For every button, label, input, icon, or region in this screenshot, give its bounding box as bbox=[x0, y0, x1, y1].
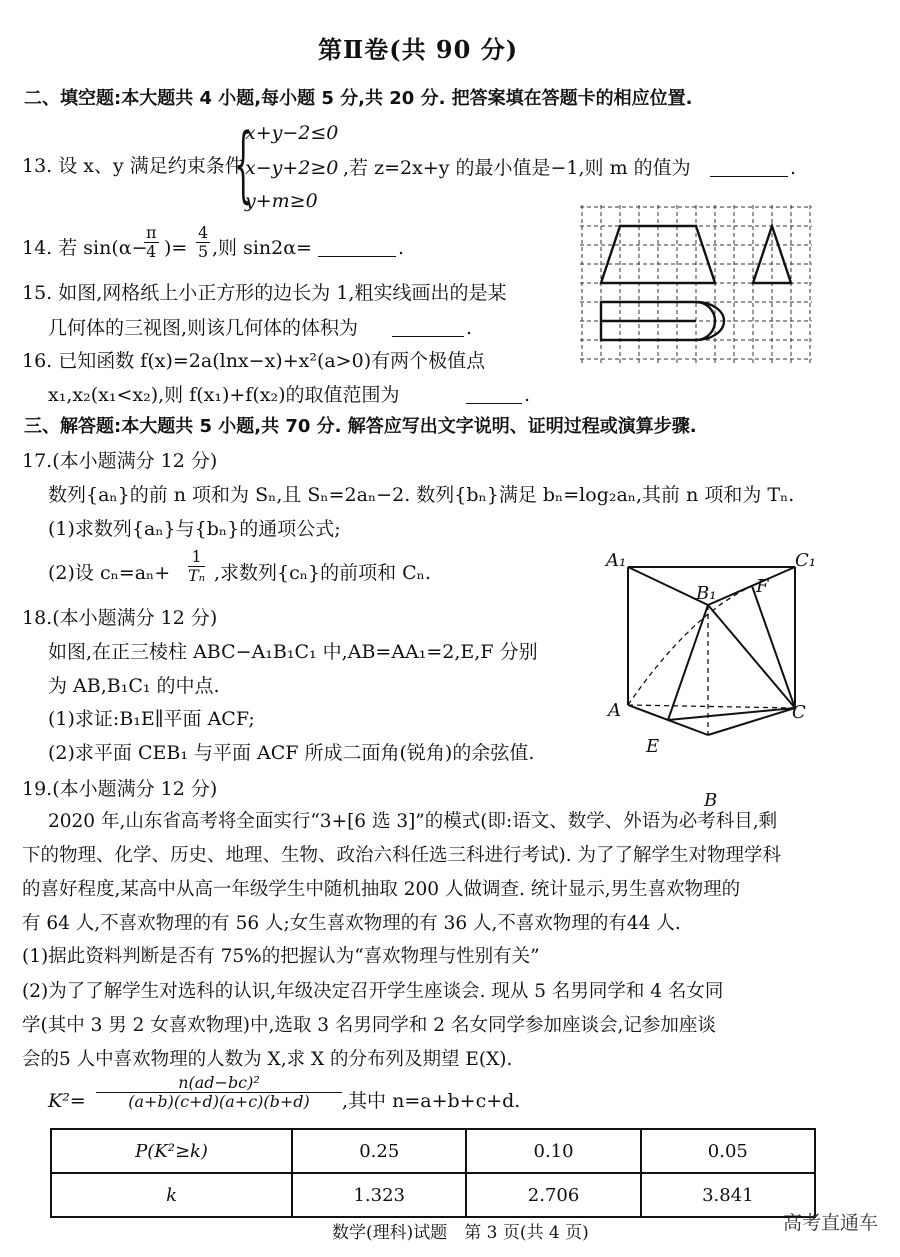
three-view-figure bbox=[580, 205, 816, 373]
q13-constraint-3: y+m≥0 bbox=[245, 190, 318, 212]
label-a: A bbox=[608, 700, 621, 721]
table-cell: 0.10 bbox=[466, 1129, 640, 1173]
q16-tail: . bbox=[524, 384, 531, 406]
q14-mid: )= bbox=[164, 237, 188, 259]
k2-denominator: (a+b)(c+d)(a+c)(b+d) bbox=[128, 1092, 310, 1111]
q17-line3a: (2)设 cₙ=aₙ+ bbox=[48, 562, 171, 584]
q13-question: ,若 z=2x+y 的最小值是−1,则 m 的值为 bbox=[343, 157, 691, 179]
q19-line6: (2)为了了解学生对选科的认识,年级决定召开学生座谈会. 现从 5 名男同学和 4 名女同 bbox=[22, 981, 724, 1002]
q19-line1: 2020 年,山东省高考将全面实行“3+[6 选 3]”的模式(即:语文、数学、外语为必考科目,剩 bbox=[48, 811, 778, 832]
q15-tail: . bbox=[466, 317, 473, 339]
table-cell: 0.05 bbox=[641, 1129, 815, 1173]
table-cell: 0.25 bbox=[292, 1129, 466, 1173]
q18-head: 18.(本小题满分 12 分) bbox=[22, 607, 218, 629]
q15-line2: 几何体的三视图,则该几何体的体积为 bbox=[48, 317, 359, 339]
watermark: 高考直通车 bbox=[782, 1212, 878, 1234]
q16-line2: x₁,x₂(x₁<x₂),则 f(x₁)+f(x₂)的取值范围为 bbox=[48, 384, 400, 406]
hidden-segment-af bbox=[628, 586, 752, 705]
q19-line7: 学(其中 3 男 2 女喜欢物理)中,选取 3 名男同学和 2 名女同学参加座谈会,记参加座谈 bbox=[22, 1015, 716, 1036]
segment-fc bbox=[752, 586, 795, 708]
q18-line3: (1)求证:B₁E∥平面 ACF; bbox=[48, 708, 255, 730]
q19-line2: 下的物理、化学、历史、地理、生物、政治六科任选三科进行考试). 为了了解学生对物理学科 bbox=[22, 845, 781, 866]
q14-fraction-45 bbox=[196, 224, 210, 261]
k2-tail: ,其中 n=a+b+c+d. bbox=[342, 1090, 521, 1112]
q14-end: ,则 sin2α= bbox=[212, 237, 312, 259]
k2-fraction bbox=[96, 1074, 342, 1111]
label-b1: B₁ bbox=[696, 583, 717, 604]
label-c: C bbox=[792, 702, 806, 723]
q17-fraction bbox=[188, 548, 205, 585]
q17-numerator: 1 bbox=[188, 548, 205, 567]
q19-line3: 的喜好程度,某高中从高一年级学生中随机抽取 200 人做调查. 统计显示,男生喜欢物理的 bbox=[22, 879, 741, 900]
table-cell: k bbox=[51, 1173, 292, 1217]
label-f: F bbox=[756, 576, 769, 597]
q14-fraction-pi4 bbox=[144, 224, 159, 261]
q13-answer-blank bbox=[710, 176, 788, 177]
section-title: 第Ⅱ卷(共 90 分) bbox=[318, 35, 519, 64]
q14-four: 4 bbox=[146, 242, 157, 261]
segment-b1c bbox=[708, 605, 795, 708]
label-a1: A₁ bbox=[606, 550, 627, 571]
q17-line2: (1)求数列{aₙ}与{bₙ}的通项公式; bbox=[48, 518, 341, 540]
q14-numerator: 4 bbox=[198, 223, 209, 242]
k2-numerator: n(ad−bc)² bbox=[96, 1074, 342, 1093]
table-cell: 1.323 bbox=[292, 1173, 466, 1217]
q16-line1: 16. 已知函数 f(x)=2a(lnx−x)+x²(a>0)有两个极值点 bbox=[22, 350, 486, 372]
q17-head: 17.(本小题满分 12 分) bbox=[22, 450, 218, 472]
table-row bbox=[51, 1129, 815, 1173]
table-cell: 2.706 bbox=[466, 1173, 640, 1217]
q17-line3b: ,求数列{cₙ}的前项和 Cₙ. bbox=[214, 562, 431, 584]
q18-line1: 如图,在正三棱柱 ABC−A₁B₁C₁ 中,AB=AA₁=2,E,F 分别 bbox=[48, 641, 538, 663]
q15-line1: 15. 如图,网格纸上小正方形的边长为 1,粗实线画出的是某 bbox=[22, 282, 507, 304]
q13-constraint-2: x−y+2≥0 bbox=[245, 157, 339, 179]
part2-header: 二、填空题:本大题共 4 小题,每小题 5 分,共 20 分. 把答案填在答题卡的相应位置. bbox=[24, 88, 693, 109]
critical-value-table bbox=[50, 1128, 816, 1218]
q19-line4: 有 64 人,不喜欢物理的有 56 人;女生喜欢物理的有 36 人,不喜欢物理的有44 人. bbox=[22, 913, 681, 934]
q13-end: . bbox=[790, 157, 797, 179]
page-footer: 数学(理科)试题 第 3 页(共 4 页) bbox=[332, 1223, 589, 1243]
part3-header: 三、解答题:本大题共 5 小题,共 70 分. 解答应写出文字说明、证明过程或演算步骤. bbox=[24, 416, 697, 437]
table-row bbox=[51, 1173, 815, 1217]
hidden-edge-ac bbox=[628, 705, 795, 708]
q14-answer-blank bbox=[318, 256, 396, 257]
q16-answer-blank bbox=[466, 403, 522, 404]
label-c1: C₁ bbox=[795, 550, 816, 571]
brace-glyph: { bbox=[234, 117, 253, 212]
q19-line8: 会的5 人中喜欢物理的人数为 X,求 X 的分布列及期望 E(X). bbox=[22, 1049, 513, 1070]
q15-answer-blank bbox=[392, 336, 464, 337]
q17-denominator: Tₙ bbox=[188, 566, 206, 585]
q19-line5: (1)据此资料判断是否有 75%的把握认为“喜欢物理与性别有关” bbox=[22, 946, 540, 967]
q19-head: 19.(本小题满分 12 分) bbox=[22, 778, 218, 800]
q13-prefix: 13. 设 x、y 满足约束条件 bbox=[22, 155, 244, 177]
q13-constraint-1: x+y−2≤0 bbox=[245, 122, 339, 144]
q14-pi: π bbox=[146, 223, 157, 242]
q18-line2: 为 AB,B₁C₁ 的中点. bbox=[48, 675, 220, 697]
table-cell: P(K²≥k) bbox=[51, 1129, 292, 1173]
segment-b1e bbox=[668, 605, 708, 720]
label-b: B bbox=[704, 790, 718, 811]
q17-line1: 数列{aₙ}的前 n 项和为 Sₙ,且 Sₙ=2aₙ−2. 数列{bₙ}满足 bₙ=log₂aₙ,其前 n 项和为 Tₙ. bbox=[48, 484, 795, 506]
q18-line4: (2)求平面 CEB₁ 与平面 ACF 所成二面角(锐角)的余弦值. bbox=[48, 742, 535, 764]
label-e: E bbox=[646, 736, 660, 757]
q14-prefix: 14. 若 sin(α− bbox=[22, 237, 148, 259]
table-cell: 3.841 bbox=[641, 1173, 815, 1217]
q14-tail: . bbox=[398, 237, 405, 259]
k2-lhs: K²= bbox=[48, 1090, 86, 1112]
q14-denominator: 5 bbox=[198, 242, 209, 261]
